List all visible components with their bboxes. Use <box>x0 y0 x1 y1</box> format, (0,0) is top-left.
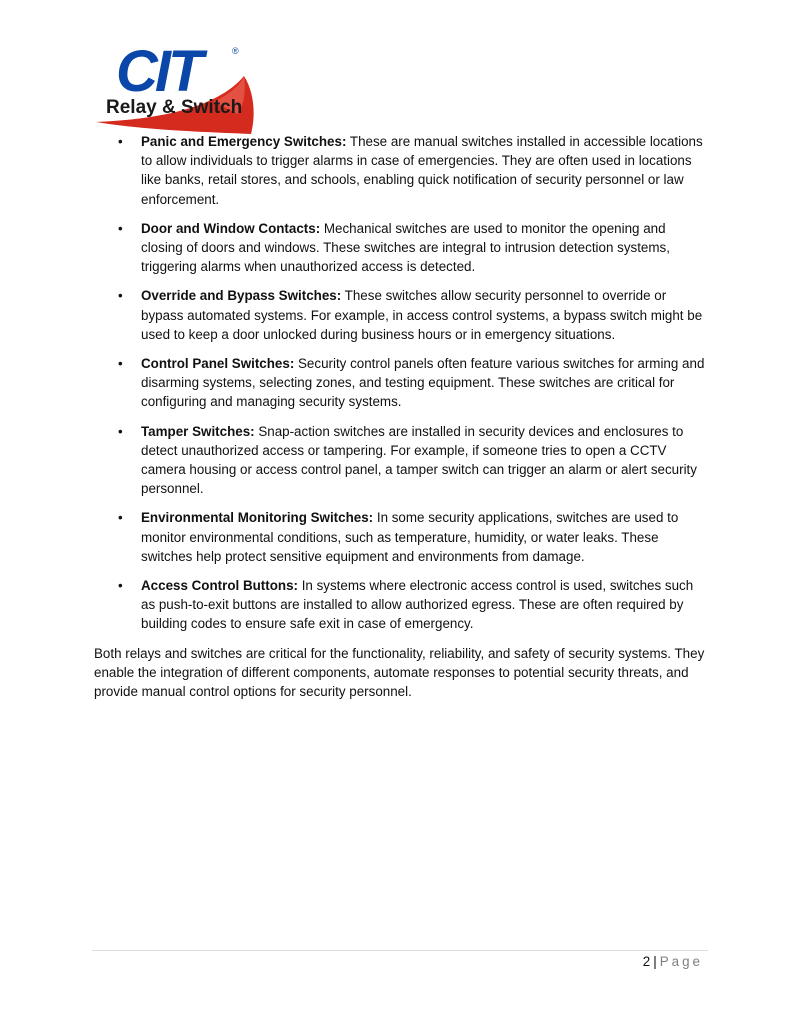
list-item-term: Control Panel Switches: <box>141 356 295 372</box>
list-item-term: Override and Bypass Switches: <box>141 288 342 304</box>
list-item <box>94 422 706 499</box>
list-item <box>94 508 706 566</box>
page-number <box>643 953 703 971</box>
list-item-term: Door and Window Contacts: <box>141 220 321 236</box>
bullet-icon: • <box>118 356 123 372</box>
bullet-icon: • <box>118 134 123 149</box>
bullet-icon: • <box>118 288 123 304</box>
list-item <box>94 286 706 344</box>
security-switch-list <box>94 132 706 634</box>
list-item <box>94 219 706 277</box>
list-item <box>94 132 706 209</box>
page-number-value: 2 <box>642 954 651 969</box>
cit-relay-switch-logo <box>94 42 256 136</box>
page-label: Page <box>659 954 703 969</box>
svg-text:®: ® <box>232 46 239 56</box>
list-item-text: Security control panels often feature various switches for arming and disarming systems, selecting zones, and testing equipment. These switches are critical for configuring and managing security systems. <box>141 356 705 410</box>
list-item <box>94 354 706 412</box>
footer-divider <box>92 950 708 951</box>
document-body <box>94 132 706 701</box>
list-item-text: Mechanical switches are used to monitor the opening and closing of doors and windows. These switches are integral to intrusion detection systems, triggering alarms when unauthorized access is detected. <box>141 220 670 275</box>
svg-text:CIT: CIT <box>116 42 201 104</box>
list-item-term: Panic and Emergency Switches: <box>141 134 347 149</box>
summary-paragraph: Both relays and switches are critical for the functionality, reliability, and safety of security systems. They enable the integration of different components, automate responses to potential security threats, and provide manual control options for security personnel. <box>94 645 705 700</box>
page-number-separator: | <box>653 954 657 969</box>
list-item <box>94 576 706 634</box>
bullet-icon: • <box>118 510 123 526</box>
list-item-text: Snap-action switches are installed in security devices and enclosures to detect unauthorized access or tampering. For example, if someone tries to open a CCTV camera housing or access control panel, a tamper switch can trigger an alarm or alert security personnel. <box>141 423 697 497</box>
list-item-text: In some security applications, switches are used to monitor environmental conditions, such as temperature, humidity, or water leaks. These switches help protect sensitive equipment and environments from damage. <box>141 510 679 564</box>
bullet-icon: • <box>118 423 123 439</box>
list-item-text: In systems where electronic access control is used, switches such as push-to-exit buttons are installed to allow authorized egress. These are often required by building codes to ensure safe exit in case of emergency. <box>141 578 694 632</box>
list-item-term: Access Control Buttons: <box>141 578 298 594</box>
list-item-text: These are manual switches installed in accessible locations to allow individuals to trigger alarms in case of emergencies. They are often used in locations like banks, retail stores, and schools, enabling quick notification of security personnel or law enforcement. <box>141 134 703 207</box>
svg-text:Relay & Switch: Relay & Switch <box>106 97 243 118</box>
bullet-icon: • <box>118 578 123 594</box>
bullet-icon: • <box>118 220 123 236</box>
list-item-term: Environmental Monitoring Switches: <box>141 510 374 526</box>
list-item-text: These switches allow security personnel to override or bypass automated systems. For example, in access control systems, a bypass switch might be used to keep a door unlocked during business hours or in emergency situations. <box>141 288 703 342</box>
list-item-term: Tamper Switches: <box>141 423 255 439</box>
